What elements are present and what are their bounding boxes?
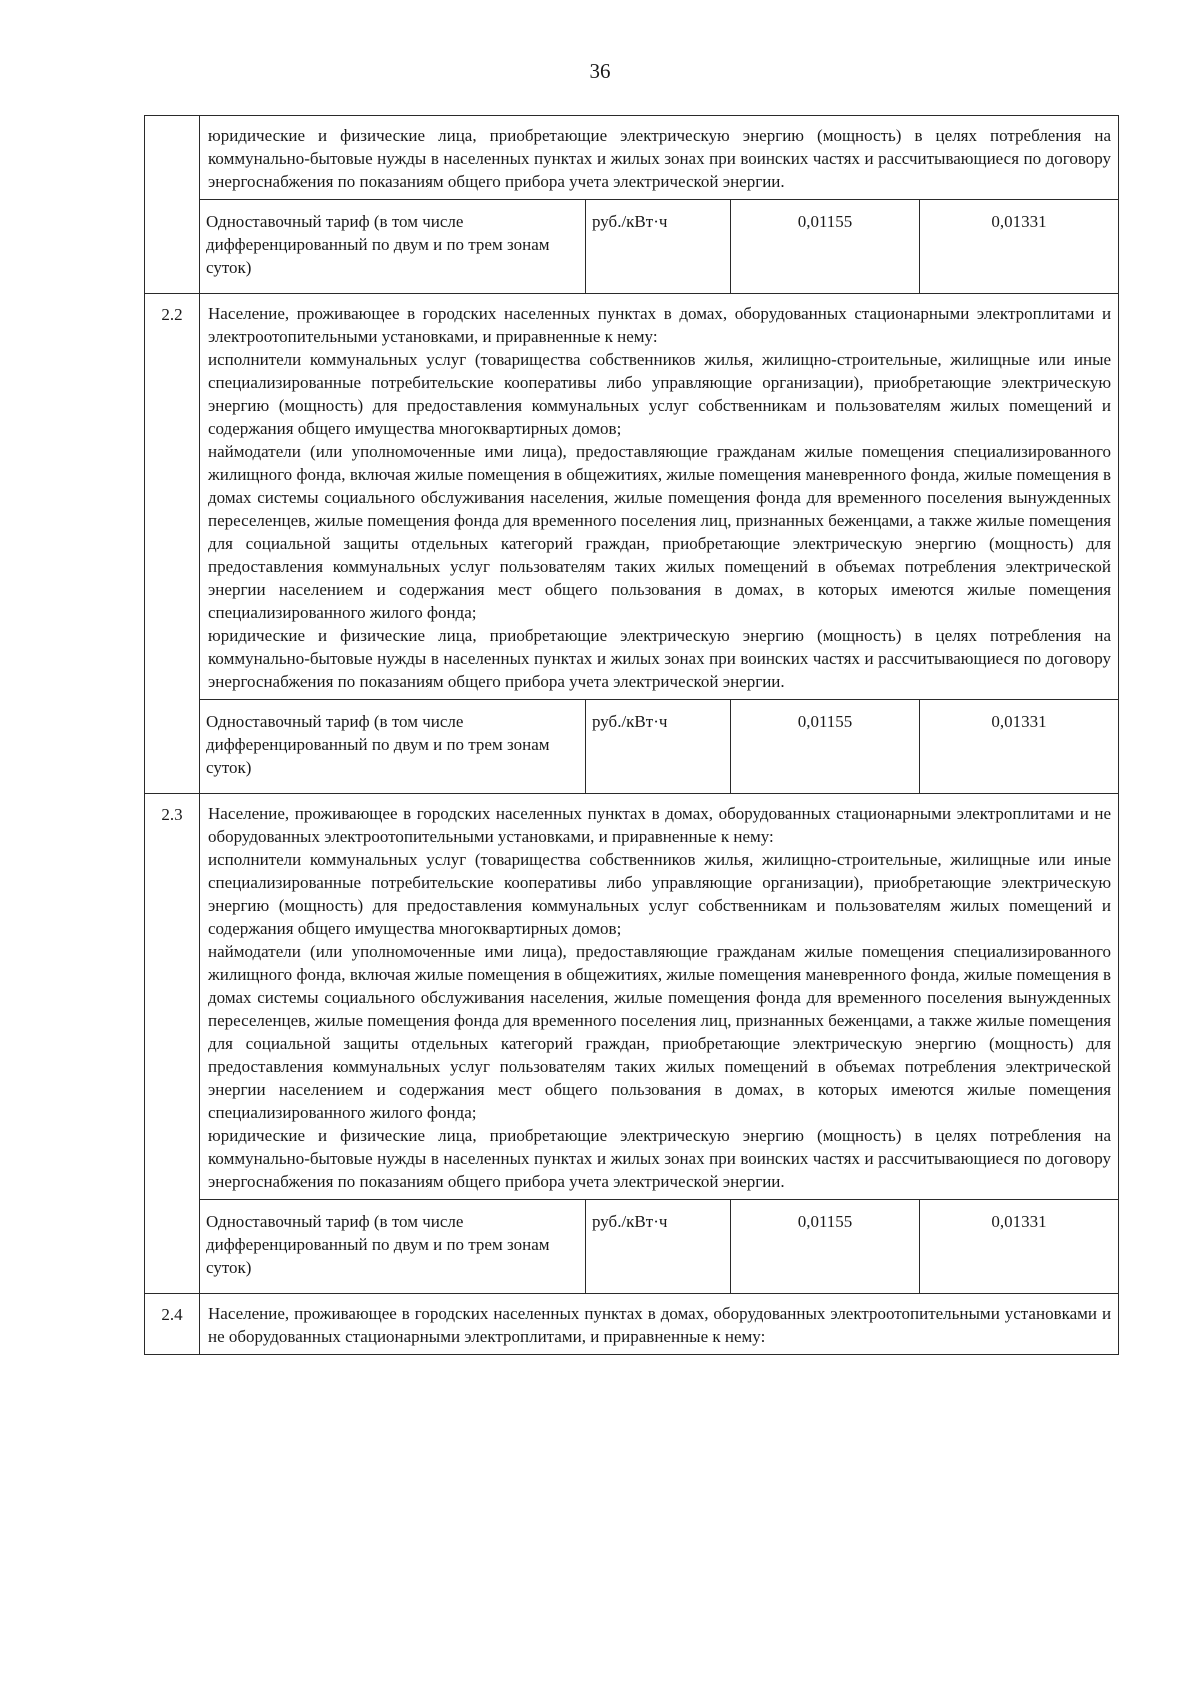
tariff-value-first: 0,01155 <box>731 700 920 794</box>
paragraph: Население, проживающее в городских населенных пунктах в домах, оборудованных электроотопительными установками и не оборудованных стационарными электроплитами, и приравненные к нему: <box>208 1304 1112 1346</box>
section-row-2-3 <box>145 794 1119 1200</box>
tariff-value-second: 0,01331 <box>920 200 1119 294</box>
tariff-value-first: 0,01155 <box>731 200 920 294</box>
tariff-unit: руб./кВт·ч <box>586 700 731 794</box>
paragraph: исполнители коммунальных услуг (товарищества собственников жилья, жилищно-строительные, жилищные или иные специализированные потребительские кооперативы либо управляющие организации), приобретающие электрическую энергию (мощность) для предоставления коммунальных услуг собственникам и пользователям жилых помещений и содержания общего имущества многоквартирных домов; <box>208 350 1112 438</box>
section-number: 2.4 <box>145 1294 200 1355</box>
tariff-row <box>145 700 1119 794</box>
section-description <box>200 794 1119 1200</box>
tariff-name: Одноставочный тариф (в том числе дифференцированный по двум и по трем зонам суток) <box>200 200 586 294</box>
section-number: 2.2 <box>145 294 200 794</box>
section-row-2-4 <box>145 1294 1119 1355</box>
continuation-row <box>145 116 1119 200</box>
paragraph: юридические и физические лица, приобретающие электрическую энергию (мощность) в целях потребления на коммунально-бытовые нужды в населенных пунктах и жилых зонах при воинских частях и рассчитывающиеся по договору энергоснабжения по показаниям общего прибора учета электрической энергии. <box>208 626 1112 691</box>
tariff-name: Одноставочный тариф (в том числе дифференцированный по двум и по трем зонам суток) <box>200 1200 586 1294</box>
tariff-unit: руб./кВт·ч <box>586 1200 731 1294</box>
tariff-table <box>144 115 1119 1355</box>
tariff-row <box>145 200 1119 294</box>
tariff-value-second: 0,01331 <box>920 700 1119 794</box>
tariff-value-first: 0,01155 <box>731 1200 920 1294</box>
paragraph: Население, проживающее в городских населенных пунктах в домах, оборудованных стационарными электроплитами и не оборудованных электроотопительными установками, и приравненные к нему: <box>208 804 1112 846</box>
tariff-name: Одноставочный тариф (в том числе дифференцированный по двум и по трем зонам суток) <box>200 700 586 794</box>
section-number <box>145 116 200 294</box>
paragraph: наймодатели (или уполномоченные ими лица), предоставляющие гражданам жилые помещения специализированного жилищного фонда, включая жилые помещения в общежитиях, жилые помещения маневренного фонда, жилые помещения в домах системы социального обслуживания населения, жилые помещения фонда для временного поселения вынужденных переселенцев, жилые помещения фонда для временного поселения лиц, признанных беженцами, а также жилые помещения для социальной защиты отдельных категорий граждан, приобретающие электрическую энергию (мощность) для предоставления коммунальных услуг пользователям таких жилых помещений в объемах потребления электрической энергии населением и содержания мест общего пользования в домах, в которых имеются жилые помещения специализированного жилого фонда; <box>208 442 1112 622</box>
paragraph: юридические и физические лица, приобретающие электрическую энергию (мощность) в целях потребления на коммунально-бытовые нужды в населенных пунктах и жилых зонах при воинских частях и рассчитывающиеся по договору энергоснабжения по показаниям общего прибора учета электрической энергии. <box>208 126 1112 191</box>
tariff-value-second: 0,01331 <box>920 1200 1119 1294</box>
paragraph: наймодатели (или уполномоченные ими лица), предоставляющие гражданам жилые помещения специализированного жилищного фонда, включая жилые помещения в общежитиях, жилые помещения маневренного фонда, жилые помещения в домах системы социального обслуживания населения, жилые помещения фонда для временного поселения вынужденных переселенцев, жилые помещения фонда для временного поселения лиц, признанных беженцами, а также жилые помещения для социальной защиты отдельных категорий граждан, приобретающие электрическую энергию (мощность) для предоставления коммунальных услуг пользователям таких жилых помещений в объемах потребления электрической энергии населением и содержания мест общего пользования в домах, в которых имеются жилые помещения специализированного жилого фонда; <box>208 942 1112 1122</box>
section-number: 2.3 <box>145 794 200 1294</box>
tariff-unit: руб./кВт·ч <box>586 200 731 294</box>
section-description <box>200 294 1119 700</box>
page-number: 36 <box>589 59 611 83</box>
section-description <box>200 1294 1119 1355</box>
paragraph: исполнители коммунальных услуг (товарищества собственников жилья, жилищно-строительные, жилищные или иные специализированные потребительские кооперативы либо управляющие организации), приобретающие электрическую энергию (мощность) для предоставления коммунальных услуг собственникам и пользователям жилых помещений и содержания общего имущества многоквартирных домов; <box>208 850 1112 938</box>
section-row-2-2 <box>145 294 1119 700</box>
paragraph: Население, проживающее в городских населенных пунктах в домах, оборудованных стационарными электроплитами и электроотопительными установками, и приравненные к нему: <box>208 304 1112 346</box>
section-description <box>200 116 1119 200</box>
tariff-row <box>145 1200 1119 1294</box>
paragraph: юридические и физические лица, приобретающие электрическую энергию (мощность) в целях потребления на коммунально-бытовые нужды в населенных пунктах и жилых зонах при воинских частях и рассчитывающиеся по договору энергоснабжения по показаниям общего прибора учета электрической энергии. <box>208 1126 1112 1191</box>
